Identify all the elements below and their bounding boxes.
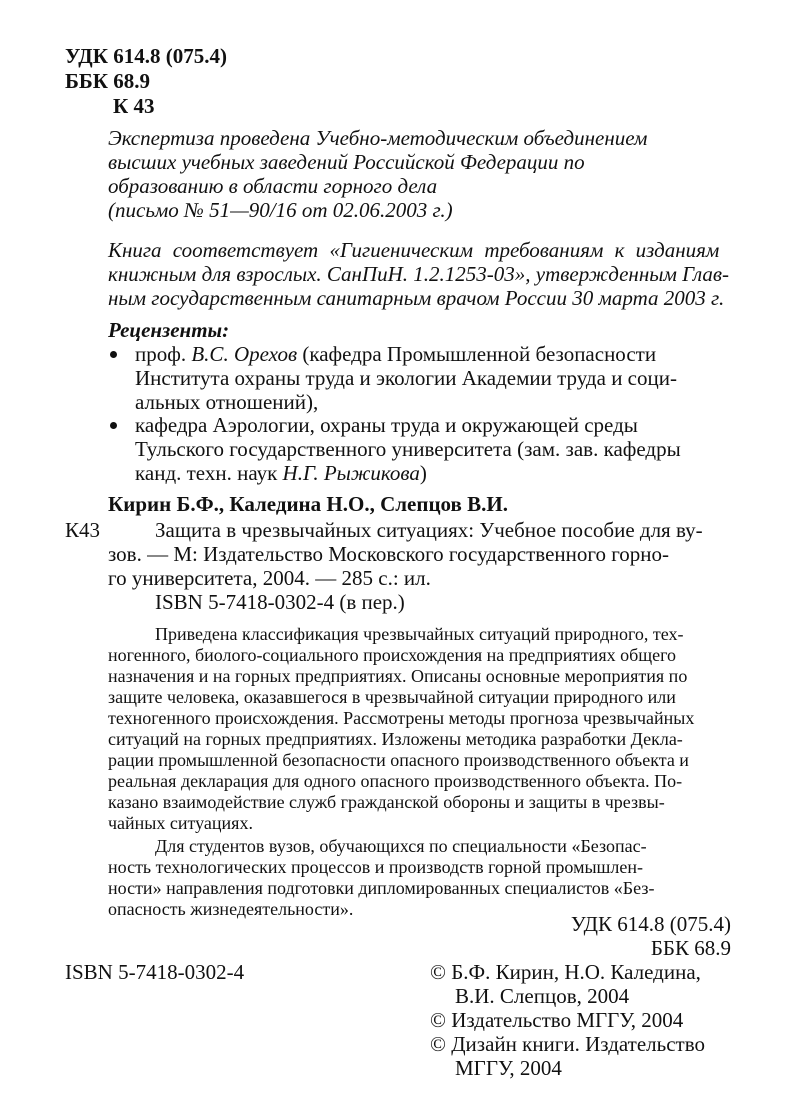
bullet-icon	[110, 351, 117, 358]
abstract-line: Для студентов вузов, обучающихся по специальности «Безопас-	[155, 836, 647, 856]
abstract-line: ность технологических процессов и производств горной промышлен-	[108, 857, 644, 877]
copyright-line: © Б.Ф. Кирин, Н.О. Каледина,	[430, 960, 701, 984]
reviewer-1-affiliation: (кафедра Промышленной безопасности	[302, 342, 657, 366]
reviewer-1-line-1	[135, 344, 656, 365]
abstract-line: Приведена классификация чрезвычайных ситуаций природного, тех-	[155, 624, 684, 644]
reviewer-2-line-2: Тульского государственного университета (зам. зав. кафедры	[135, 437, 681, 461]
abstract-line: опасность жизнедеятельности».	[108, 899, 354, 919]
reviewer-2-close: )	[419, 461, 427, 485]
reviewer-2-degree: канд. техн. наук	[135, 461, 278, 485]
bbk-code: ББК 68.9	[65, 69, 150, 93]
expertise-line: высших учебных заведений Российской Федерации по	[108, 150, 585, 174]
abstract-line: реальная декларация для одного опасного производственного объекта. По-	[108, 771, 683, 791]
bottom-isbn: ISBN 5-7418-0302-4	[65, 960, 245, 984]
book-authors: Кирин Б.Ф., Каледина Н.О., Слепцов В.И.	[108, 492, 508, 516]
footer-udk-code: УДК 614.8 (075.4)	[570, 912, 731, 936]
copyright-line: МГГУ, 2004	[455, 1056, 562, 1080]
book-title-line: зов. — М: Издательство Московского государственного горно-	[108, 542, 670, 566]
bullet-icon	[110, 422, 117, 429]
abstract-line: ности» направления подготовки дипломированных специалистов «Без-	[108, 878, 655, 898]
reviewers-heading: Рецензенты:	[108, 318, 230, 342]
author-mark: К 43	[113, 94, 155, 118]
book-title-line: го университета, 2004. — 285 с.: ил.	[108, 566, 431, 590]
udk-code: УДК 614.8 (075.4)	[65, 44, 227, 68]
footer-bbk-code: ББК 68.9	[650, 936, 731, 960]
compliance-line: Книга соответствует «Гигиеническим требованиям к изданиям	[108, 238, 720, 262]
abstract-line: ногенного, биолого-социального происхождения на предприятиях общего	[108, 645, 677, 665]
reviewer-2-line-1: кафедра Аэрологии, охраны труда и окружающей среды	[135, 413, 638, 437]
abstract-line: рации промышленной безопасности опасного производственного объекта и	[108, 750, 689, 770]
reviewer-2-name: Н.Г. Рыжикова	[282, 461, 420, 485]
abstract-line: ситуаций на горных предприятиях. Изложены методика разработки Декла-	[108, 729, 683, 749]
copyright-line: © Издательство МГГУ, 2004	[430, 1008, 684, 1032]
copyright-line: © Дизайн книги. Издательство	[430, 1032, 706, 1056]
expertise-line: (письмо № 51—90/16 от 02.06.2003 г.)	[108, 198, 453, 222]
reviewer-1-name: В.С. Орехов	[191, 342, 298, 366]
compliance-line: ным государственным санитарным врачом России 30 марта 2003 г.	[108, 286, 725, 310]
abstract-line: казано взаимодействие служб гражданской обороны и защиты в чрезвы-	[108, 792, 665, 812]
reviewer-2-line-3	[135, 463, 427, 484]
compliance-line: книжным для взрослых. СанПиН. 1.2.1253-03», утвержденным Глав-	[108, 262, 729, 286]
abstract-line: защите человека, оказавшегося в чрезвычайной ситуации природного или	[108, 687, 676, 707]
expertise-line: Экспертиза проведена Учебно-методическим объединением	[108, 126, 648, 150]
copyright-line: В.И. Слепцов, 2004	[455, 984, 630, 1008]
abstract-line: назначения и на горных предприятиях. Описаны основные мероприятия по	[108, 666, 688, 686]
reviewer-1-line-3: альных отношений),	[135, 390, 319, 414]
reviewer-1-title: проф.	[135, 342, 187, 366]
book-code: К43	[65, 518, 101, 542]
book-title-line: Защита в чрезвычайных ситуациях: Учебное пособие для ву-	[155, 518, 703, 542]
abstract-line: техногенного происхождения. Рассмотрены методы прогноза чрезвычайных	[108, 708, 695, 728]
abstract-line: чайных ситуациях.	[108, 813, 253, 833]
book-isbn: ISBN 5-7418-0302-4 (в пер.)	[155, 590, 405, 614]
expertise-line: образованию в области горного дела	[108, 174, 438, 198]
reviewer-1-line-2: Института охраны труда и экологии Академии труда и соци-	[135, 366, 677, 390]
